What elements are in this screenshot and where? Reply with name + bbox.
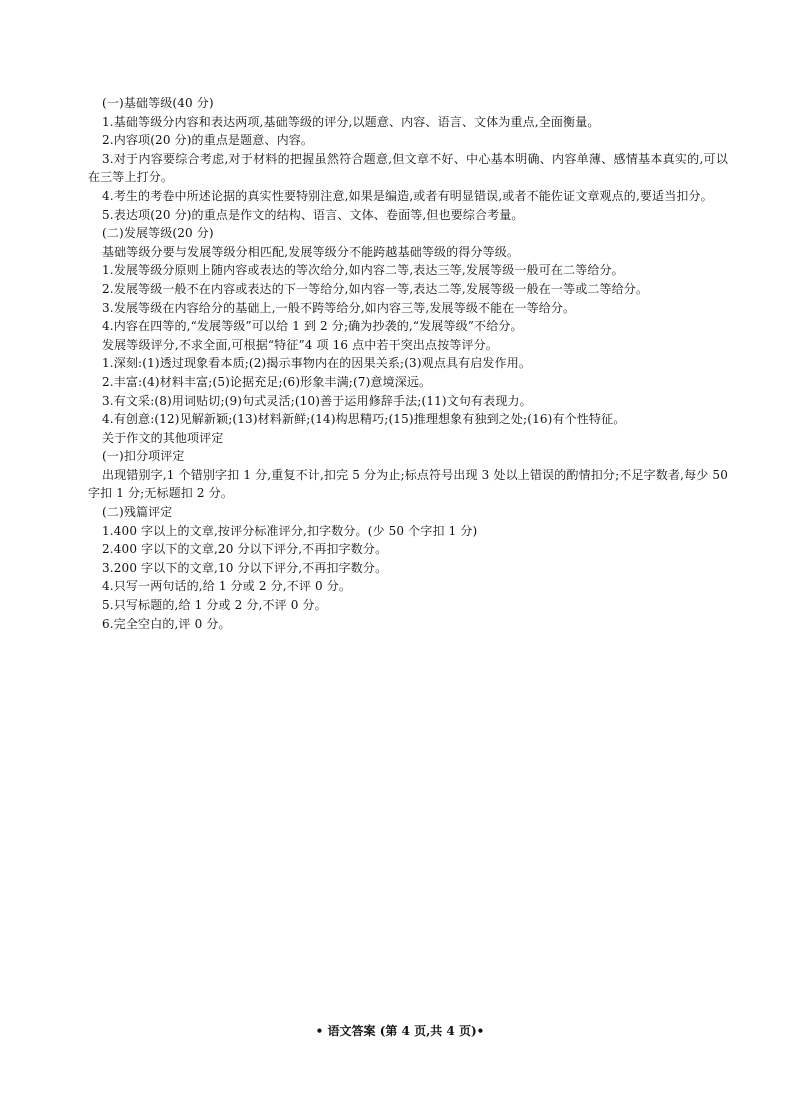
paragraph: 3.200 字以下的文章,10 分以下评分,不再扣字数分。 [102, 560, 388, 575]
section-heading: 关于作文的其他项评定 [102, 430, 224, 445]
paragraph: 2.内容项(20 分)的重点是题意、内容。 [102, 133, 314, 148]
paragraph: 基础等级分要与发展等级分相匹配,发展等级分不能跨越基础等级的得分等级。 [102, 244, 520, 259]
paragraph: 2.发展等级一般不在内容或表达的下一等给分,如内容一等,表达二等,发展等级一般在一等或二等给分。 [102, 281, 649, 296]
paragraph: 3.有文采:(8)用词贴切;(9)句式灵活;(10)善于运用修辞手法;(11)文句有表现力。 [102, 393, 532, 408]
paragraph: 5.表达项(20 分)的重点是作文的结构、语言、文体、卷面等,但也要综合考量。 [102, 207, 524, 222]
paragraph: 4.内容在四等的,“发展等级”可以给 1 到 2 分;确为抄袭的,“发展等级”不给分。 [102, 319, 523, 334]
answer-key-body [88, 94, 728, 633]
section-heading: (二)残篇评定 [102, 505, 173, 520]
page-footer: • 语文答案 (第 4 页,共 4 页)• [315, 1024, 485, 1038]
paragraph: 4.有创意:(12)见解新颖;(13)材料新鲜;(14)构思精巧;(15)推理想象有独到之处;(16)有个性特征。 [102, 412, 626, 427]
paragraph: 6.完全空白的,评 0 分。 [102, 616, 231, 631]
paragraph: 3.对于内容要综合考虑,对于材料的把握虽然符合题意,但文章不好、中心基本明确、内容单薄、感情基本真实的,可以在三等上打分。 [88, 151, 728, 185]
paragraph: 出现错别字,1 个错别字扣 1 分,重复不计,扣完 5 分为止;标点符号出现 3 处以上错误的酌情扣分;不足字数者,每少 50 字扣 1 分;无标题扣 2 分。 [88, 467, 728, 501]
paragraph: 1.发展等级分原则上随内容或表达的等次给分,如内容二等,表达三等,发展等级一般可在二等给分。 [102, 263, 624, 278]
paragraph: 4.只写一两句话的,给 1 分或 2 分,不评 0 分。 [102, 579, 352, 594]
paragraph: 3.发展等级在内容给分的基础上,一般不跨等给分,如内容三等,发展等级不能在一等给分。 [102, 300, 576, 315]
paragraph: 4.考生的考卷中所述论据的真实性要特别注意,如果是编造,或者有明显错误,或者不能佐证文章观点的,要适当扣分。 [102, 188, 713, 203]
paragraph: 5.只写标题的,给 1 分或 2 分,不评 0 分。 [102, 598, 327, 613]
paragraph: 2.丰富:(4)材料丰富;(5)论据充足;(6)形象丰满;(7)意境深远。 [102, 374, 432, 389]
paragraph: 1.400 字以上的文章,按评分标准评分,扣字数分。(少 50 个字扣 1 分) [102, 523, 478, 538]
section-heading: (一)基础等级(40 分) [102, 96, 214, 110]
paragraph: 发展等级评分,不求全面,可根据“特征”4 项 16 点中若干突出点按等评分。 [102, 337, 498, 352]
paragraph: 1.深刻:(1)透过现象看本质;(2)揭示事物内在的因果关系;(3)观点具有启发作用。 [102, 356, 532, 371]
section-heading: (一)扣分项评定 [102, 449, 185, 464]
paragraph: 1.基础等级分内容和表达两项,基础等级的评分,以题意、内容、语言、文体为重点,全面衡量。 [102, 114, 600, 129]
paragraph: 2.400 字以下的文章,20 分以下评分,不再扣字数分。 [102, 542, 388, 557]
section-heading: (二)发展等级(20 分) [102, 226, 214, 241]
